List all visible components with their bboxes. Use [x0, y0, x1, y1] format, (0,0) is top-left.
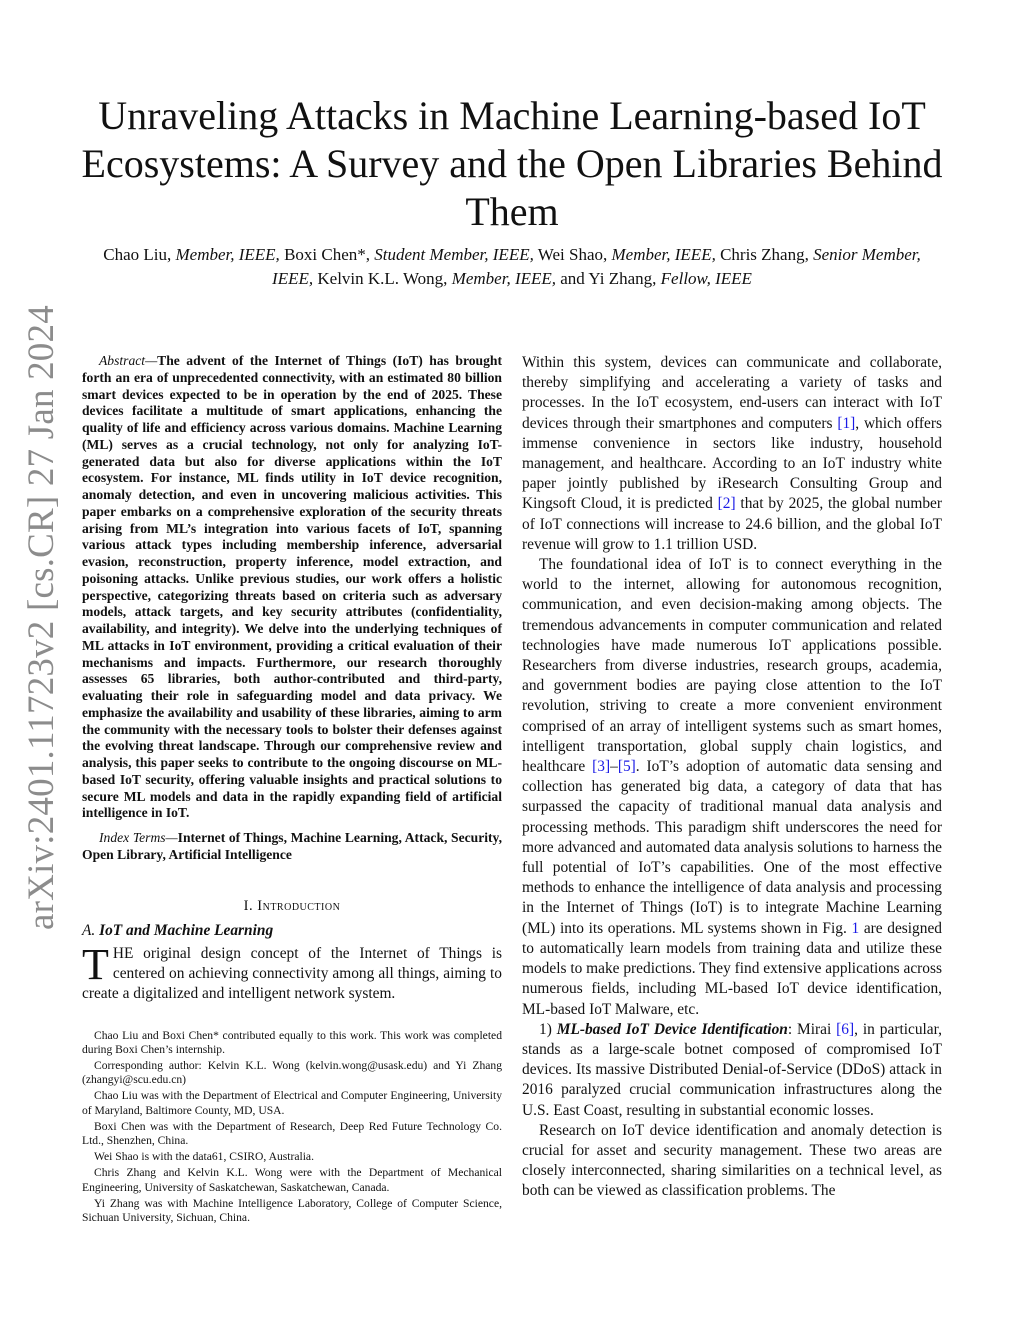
section-title: Introduction	[257, 897, 341, 914]
author-role: Student Member, IEEE,	[374, 245, 534, 264]
author-name: Boxi Chen*,	[284, 245, 371, 264]
body-paragraph	[522, 353, 942, 555]
body-text: . IoT’s adoption of automatic data sensing and collection has generated big data, a category of data that has surpassed the capacity of traditional manual data analysis and processing methods. This paradigm shift underscores the need for more advanced and automated data analysis solutions to harness the full potential of IoT’s capabilities. One of the most effective methods to enhance the intelligence of data analysis and processing in the Internet of Things (IoT) is to integrate Machine Learning (ML) into its operations. ML systems shown in Fig.	[522, 758, 942, 937]
dropcap: T	[82, 939, 109, 989]
citation-link[interactable]: [1]	[837, 414, 856, 432]
author-role: Fellow, IEEE	[660, 269, 752, 288]
author-role: Member, IEEE,	[611, 245, 716, 264]
left-column	[82, 353, 502, 1227]
author-role: Member, IEEE,	[175, 245, 280, 264]
author-role: Senior Member, IEEE,	[272, 245, 921, 288]
intro-text: HE original design concept of the Internet of Things is centered on achieving connectivity among all things, aiming to create a digitalized and intelligent network system.	[82, 944, 502, 1003]
body-text: , which offers immense convenience in sectors like industry, household management, and healthcare. According to an IoT industry white paper jointly published by iResearch Consulting Group and Kingsoft Cloud, it is predicted	[522, 414, 942, 513]
body-text: are designed to automatically learn models from training data and utilize these models to make predictions. They find extensive applications across numerous fields, including ML-based IoT device identification, ML-based IoT Malware, etc.	[522, 919, 942, 1018]
arxiv-stamp: arXiv:2401.11723v2 [cs.CR] 27 Jan 2024	[21, 305, 62, 930]
citation-link[interactable]: [3]	[592, 758, 611, 776]
author-name: Wei Shao,	[537, 245, 608, 264]
footnote: Corresponding author: Kelvin K.L. Wong (kelvin.wong@usask.edu) and Yi Zhang (zhangyi@scu.edu.cn)	[82, 1058, 502, 1087]
right-column	[522, 353, 942, 1202]
footnote: Wei Shao is with the data61, CSIRO, Australia.	[94, 1150, 314, 1164]
footnote: Chris Zhang and Kelvin K.L. Wong were with the Department of Mechanical Engineering, University of Saskatchewan, Saskatchewan, Canada.	[82, 1166, 502, 1194]
author-name: Chris Zhang,	[720, 245, 809, 264]
body-text: The foundational idea of IoT is to connect everything in the world to the internet, allowing for autonomous recognition, communication, and even decision-making among objects. The tremendous advancements in computer communication and related technologies have made numerous IoT applications possible. Researchers from diverse industries, research groups, academia, and government bodies are paying close attention to the IoT revolution, striving to create a more convenient environment comprised of an array of intelligent systems such as smart homes, intelligent transportation, global supply chain logistics, and healthcare	[522, 556, 942, 776]
body-text: that by 2025, the global number of IoT connections will increase to 24.6 billion, and the global IoT revenue will grow to 1.1 trillion USD.	[522, 495, 942, 553]
body-text: Research on IoT device identification and anomaly detection is crucial for asset and security management. These two areas are closely interconnected, sharing similarities on a technical level, as both can be viewed as classification problems. The	[522, 1121, 942, 1200]
intro-paragraph	[82, 939, 502, 1005]
figure-link[interactable]: 1	[851, 919, 860, 937]
citation-link[interactable]: [5]	[617, 758, 636, 776]
author-list	[82, 243, 942, 291]
section-number: I.	[243, 897, 254, 914]
body-text: Within this system, devices can communicate and collaborate, thereby simplifying and accelerating a variety of tasks and processes. In the IoT ecosystem, end-users can interact with IoT devices through their smartphones and computers	[522, 354, 942, 432]
index-terms-label: Index Terms—	[99, 830, 178, 845]
paper-title: Unraveling Attacks in Machine Learning-based IoT Ecosystems: A Survey and the Open Libraries Behind Them	[81, 93, 943, 234]
footnotes	[82, 1029, 502, 1226]
author-name: and Yi Zhang,	[560, 269, 657, 288]
abstract-label: Abstract—	[99, 353, 158, 368]
subsection-heading	[82, 921, 502, 941]
citation-link[interactable]: [6]	[836, 1020, 855, 1038]
body-text: , in particular, stands as a large-scale botnet composed of compromised IoT devices. Its massive Distributed Denial-of-Service (DDoS) attack in 2016 paralyzed crucial communication infrastructures along the U.S. East Coast, resulting in substantial economic losses.	[522, 1020, 942, 1119]
footnote: Chao Liu and Boxi Chen* contributed equally to this work. This work was completed during Boxi Chen’s internship.	[82, 1028, 502, 1056]
author-name: Chao Liu,	[103, 245, 172, 264]
abstract	[82, 353, 502, 822]
body-paragraph	[522, 1121, 942, 1202]
section-heading	[82, 896, 502, 916]
abstract-text: The advent of the Internet of Things (IoT) has brought forth an era of unprecedented connectivity, with an estimated 80 billion smart devices expected to be in operation by the end of 2025. These devices facilitate a multitude of smart applications, enhancing the quality of life and efficiency across various domains. Machine Learning (ML) serves as a crucial technology, not only for analyzing IoT-generated data but also for diverse applications within the IoT ecosystem. For instance, ML finds utility in IoT device recognition, anomaly detection, and even in uncovering malicious activities. This paper embarks on a comprehensive exploration of the security threats arising from ML’s integration into various facets of IoT, spanning various attack types including membership inference, adversarial evasion, reconstruction, property inference, model extraction, and poisoning attacks. Unlike previous studies, our work offers a holistic perspective, categorizing threats based on criteria such as adversary models, attack targets, and key security attributes (confidentiality, availability, and integrity). We delve into the underlying techniques of ML attacks in IoT environment, providing a critical evaluation of their mechanisms and impacts. Furthermore, our research thoroughly assesses 65 libraries, both author-contributed and third-party, evaluating their role in safeguarding model and data privacy. We emphasize the availability and usability of these libraries, aiming to arm the community with the necessary tools to bolster their defenses against the evolving threat landscape. Through our comprehensive review and analysis, this paper seeks to contribute to the ongoing discourse on ML-based IoT security, offering valuable insights and practical solutions to secure ML models and data in the rapidly expanding field of artificial intelligence in IoT.	[82, 353, 502, 821]
subsection-label: A.	[82, 921, 96, 939]
footnote: Boxi Chen was with the Department of Research, Deep Red Future Technology Co. Ltd., Shenzhen, China.	[82, 1119, 502, 1147]
index-terms-text: Internet of Things, Machine Learning, Attack, Security, Open Library, Artificial Intelligence	[82, 830, 502, 862]
paragraph-title: ML-based IoT Device Identification	[556, 1020, 788, 1038]
index-terms	[82, 830, 502, 864]
author-name: Kelvin K.L. Wong,	[317, 269, 448, 288]
body-paragraph	[522, 555, 942, 1020]
footnote: Chao Liu was with the Department of Electrical and Computer Engineering, University of Maryland, Baltimore County, MD, USA.	[82, 1089, 502, 1117]
body-text: : Mirai	[787, 1020, 837, 1038]
citation-link[interactable]: [2]	[717, 495, 736, 513]
range-dash: –	[610, 758, 618, 776]
subsection-title: IoT and Machine Learning	[99, 921, 274, 939]
paragraph-number: 1)	[539, 1020, 552, 1038]
footnote: Yi Zhang was with Machine Intelligence Laboratory, College of Computer Science, Sichuan University, Sichuan, China.	[82, 1196, 502, 1224]
body-paragraph	[522, 1020, 942, 1121]
author-role: Member, IEEE,	[451, 269, 557, 288]
